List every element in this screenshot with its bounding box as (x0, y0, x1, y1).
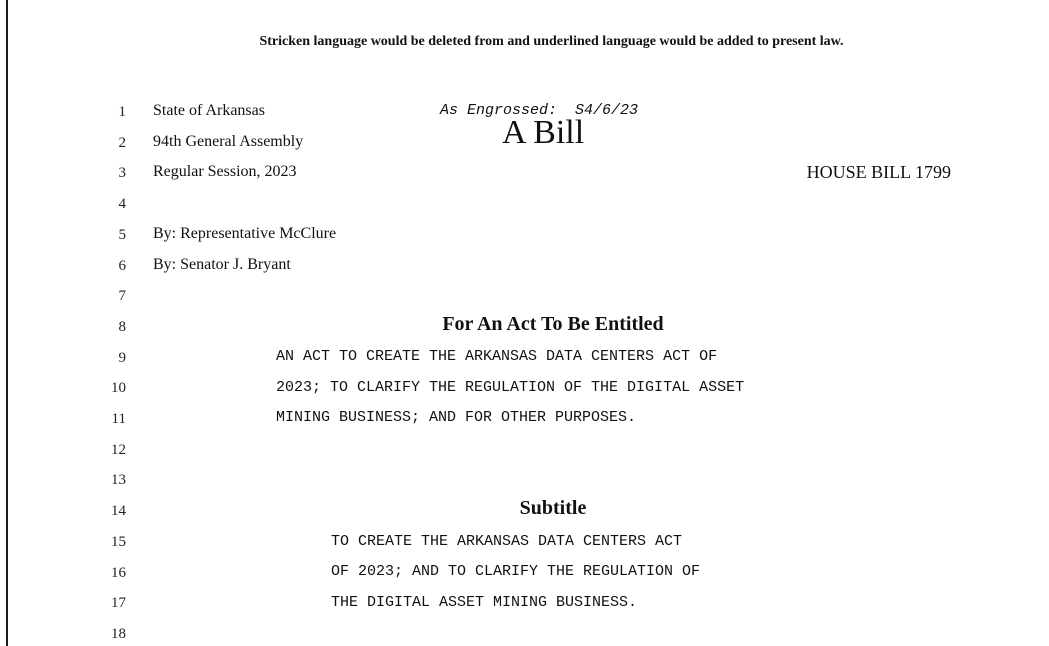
sponsor-line: By: Representative McClure (153, 225, 337, 242)
title-heading: For An Act To Be Entitled (442, 313, 664, 335)
bill-number: HOUSE BILL 1799 (806, 162, 951, 182)
line-number: 7 (118, 288, 126, 304)
subtitle-heading: Subtitle (519, 497, 587, 519)
title-line: 2023; TO CLARIFY THE REGULATION OF THE DIGITAL ASSET (276, 379, 745, 396)
title-line: AN ACT TO CREATE THE ARKANSAS DATA CENTERS ACT OF (276, 348, 718, 365)
line-number: 12 (111, 442, 126, 458)
bill-assembly: 94th General Assembly (153, 133, 304, 150)
line-number: 11 (111, 411, 126, 427)
line-number: 4 (118, 196, 126, 212)
line-number: 17 (111, 595, 126, 611)
subtitle-line: TO CREATE THE ARKANSAS DATA CENTERS ACT (331, 533, 683, 550)
title-line: MINING BUSINESS; AND FOR OTHER PURPOSES. (276, 409, 637, 426)
subtitle-line: THE DIGITAL ASSET MINING BUSINESS. (331, 594, 638, 611)
line-number: 13 (111, 472, 126, 488)
sponsor-line: By: Senator J. Bryant (153, 256, 291, 273)
line-number: 18 (111, 626, 126, 642)
subtitle-line: OF 2023; AND TO CLARIFY THE REGULATION OF (331, 563, 701, 580)
line-number: 3 (118, 165, 126, 181)
line-number: 9 (118, 350, 126, 366)
line-number: 14 (111, 503, 126, 519)
line-number: 2 (118, 135, 126, 151)
bill-session: Regular Session, 2023 (153, 163, 297, 180)
line-number: 6 (118, 258, 126, 274)
line-number: 1 (118, 104, 126, 120)
line-number: 5 (118, 227, 126, 243)
bill-state: State of Arkansas (153, 102, 265, 119)
line-number: 16 (111, 565, 126, 581)
line-number: 8 (118, 319, 126, 335)
line-number: 10 (111, 380, 126, 396)
line-number: 15 (111, 534, 126, 550)
document-type-title: A Bill (502, 114, 585, 151)
engrossed-stamp: As Engrossed: S4/6/23 (440, 102, 639, 119)
amendment-legend-note: Stricken language would be deleted from and underlined language would be added to present law. (259, 34, 844, 49)
